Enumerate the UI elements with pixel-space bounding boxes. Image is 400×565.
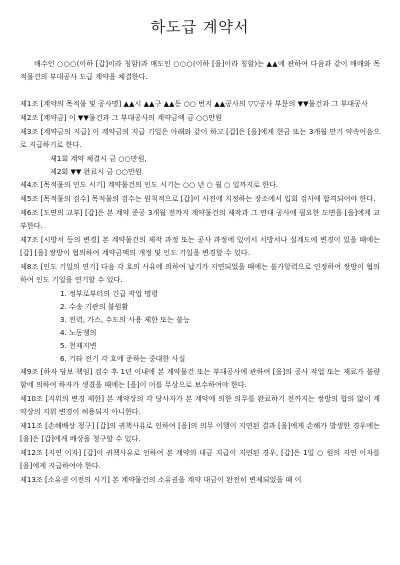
list-item: 3. 전력, 가스, 수도의 사용 제한 또는 불능 xyxy=(60,315,190,324)
intro-paragraph: 매수인 ○○○(이하 [갑]이라 칭함)과 매도인 ○○○(이하 [을]이라 칭함)는 ▲▲에 관하여 다음과 같이 매매와 목적물건의 부대공사 도급 계약을 체결한다. xyxy=(20,59,380,81)
clause-8-list xyxy=(20,287,380,365)
clause-7: 제7조 [시방서 등의 변경] 본 계약물건의 제작 과정 또는 공사 과정에 있어서 시방서나 설계도에 변경이 있을 때에는 [갑] [을] 쌍방이 협의하여 계약금액의 개정 및 인도 기일을 변경할 수 있다. xyxy=(20,235,380,257)
clause-1: 제1조 [계약의 목적물 및 공사명] ▲▲시 ▲▲구 ▲▲동 ○○ 번지 ▲▲공사의 ▽▽공사 부문의 ▼▼물건과 그 부대공사 xyxy=(20,99,368,108)
clause-3-installment-1: 제1회 계약 체결시 금 ○○만원, xyxy=(50,154,147,163)
clause-9: 제9조 [하자 담보 책임] 검수 후 1년 이내에 본 계약물건 또는 부대공사에 관하여 [을]의 공사 작업 또는 재료가 불량함에 의하여 하자가 생겼을 때에는 [을]이 이를 무상으로 보수하여야 한다. xyxy=(20,367,380,389)
clause-6: 제6조 [도면의 교부] [갑]은 본 계약 준공 3개월 전까지 계약물건의 제작과 그 연대 공사에 필요한 도면을 [을]에게 교부한다. xyxy=(20,208,380,230)
list-item: 2. 수송 기관의 불원활 xyxy=(60,302,129,311)
clause-12: 제12조 [지연 이자] [갑]이 귀책사유로 인하여 본 계약의 대금 지급이 지연된 경우, [갑]은 1일 ○ 원의 지연 이자를 [을]에게 지급하여야 한다. xyxy=(20,448,380,470)
list-item: 1. 정부로부터의 긴급 작업 명령 xyxy=(60,289,159,298)
clause-8: 제8조 [인도 기일의 연기] 다음 각 호의 사유에 의하여 납기가 지연되었을 때에는 불가항력으로 인정하여 쌍방이 협의하여 인도 기일을 연기할 수 있다. xyxy=(20,262,380,284)
document-title: 하도급 계약서 xyxy=(150,18,250,36)
clause-3-installment-2: 제2회 ▼▼ 완료시 금 ○○만원 xyxy=(50,167,142,176)
list-item: 4. 노동쟁의 xyxy=(60,328,97,337)
list-item: 6. 기타 전기 각 호에 준하는 중대한 사실 xyxy=(60,354,186,363)
clause-5: 제5조 [목적물의 검수] 목적물의 검수는 원칙적으로 [갑]이 사전에 지정하는 장소에서 입회 검사에 합격되어야 한다. xyxy=(20,194,376,203)
list-item: 5. 천재지변 xyxy=(60,341,97,350)
clause-13: 제13조 [소유권 이전의 시기] 본 계약물건의 소유권을 계약 대금이 완전히 변제되었을 때 이 xyxy=(20,475,302,484)
clause-4: 제4조 [목적물의 인도 시기] 계약물건의 인도 시기는 ○○ 년 ○ 월 ○ 일까지로 한다. xyxy=(20,180,279,189)
clause-10: 제10조 [지위의 변경 제한] 본 계약상의 각 당사자가 본 계약에 의한 의무를 완료하기 전까지는 쌍방의 합의 없이 계약상의 지위 변경이 허용되지 아니한다. xyxy=(20,394,380,416)
clause-11: 제11조 [손해배상 청구] [갑]의 귀책사유로 인하여 [을]의 의무 이행이 지연된 결과 [을]에게 손해가 발생한 경우에는 [을]은 [갑]에게 배상을 청구할 수 있다. xyxy=(20,421,380,443)
clause-2: 제2조 [계약금] 이 ▼▼물건과 그 부대공사의 계약금액 금 ○○만원 xyxy=(20,113,223,122)
clause-3: 제3조 [계약금의 지급] 이 계약금의 지급 기일은 아래와 같이 하고 [갑]은 [을]에게 현금 또는 3개월 만기 약속어음으로 지급하기로 한다. xyxy=(20,127,380,149)
